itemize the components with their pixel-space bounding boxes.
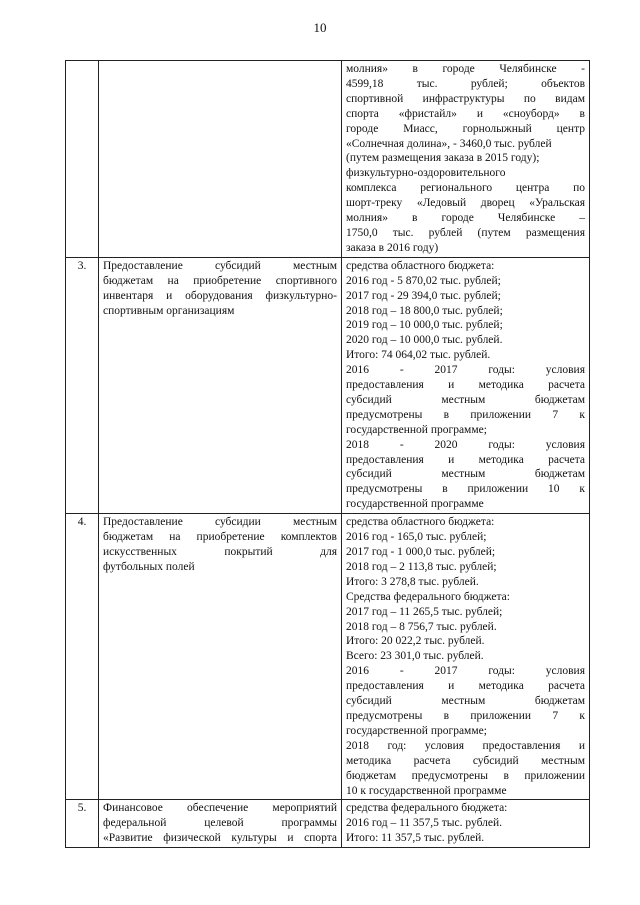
funding-text-line: «Солнечная долина», - 3460,0 тыс. рублей bbox=[346, 137, 552, 150]
funding-text-line: предусмотрены в приложении 7 к bbox=[346, 408, 585, 421]
funding-text-line: молния» в городе Челябинске - bbox=[346, 63, 585, 75]
funding-text-line: 4599,18 тыс. рублей; объектов bbox=[346, 77, 585, 90]
funding-text-line: 2016 - 2017 годы: условия bbox=[346, 665, 585, 678]
funding-text bbox=[342, 257, 590, 513]
funding-text-line: физкультурно-оздоровительного bbox=[346, 167, 506, 180]
measure-name-line: бюджетам на приобретение комплектов bbox=[103, 531, 337, 544]
funding-text-line: заказа в 2016 году) bbox=[346, 241, 439, 254]
funding-text-line: 2018 год – 8 756,7 тыс. рублей. bbox=[346, 620, 497, 633]
funding-text-line: Итого: 3 278,8 тыс. рублей. bbox=[346, 575, 479, 588]
funding-text-line: субсидий местным бюджетам bbox=[346, 695, 585, 708]
funding-text bbox=[342, 514, 590, 800]
funding-text-line: (путем размещения заказа в 2015 году); bbox=[346, 152, 540, 165]
funding-text-line: Средства федерального бюджета: bbox=[346, 590, 510, 603]
funding-text-line: 2018 - 2020 годы: условия bbox=[346, 438, 585, 451]
funding-text-line: предусмотрены в приложении 7 к bbox=[346, 709, 585, 722]
page-number: 10 bbox=[313, 20, 327, 35]
measure-name-line: «Развитие физической культуры и спорта bbox=[103, 832, 337, 845]
funding-text-line: Итого: 74 064,02 тыс. рублей. bbox=[346, 349, 491, 362]
funding-text-line: 2019 год – 10 000,0 тыс. рублей; bbox=[346, 319, 503, 332]
funding-text-line: субсидий местным бюджетам bbox=[346, 393, 585, 406]
funding-text-line: Итого: 20 022,2 тыс. рублей. bbox=[346, 635, 485, 648]
funding-text-line: предоставления и методика расчета bbox=[346, 680, 585, 693]
measure-name-line: искусственных покрытий для bbox=[103, 546, 337, 558]
funding-text-line: комплекса регионального центра по bbox=[346, 182, 585, 195]
measure-name bbox=[99, 514, 342, 800]
measure-name bbox=[99, 61, 342, 258]
funding-text-line: городе Миасс, горнолыжный центр bbox=[346, 122, 585, 135]
funding-text-line: субсидий местным бюджетам bbox=[346, 468, 585, 481]
funding-text-line: Всего: 23 301,0 тыс. рублей. bbox=[346, 650, 484, 663]
measure-name bbox=[99, 800, 342, 848]
measure-name-line: инвентаря и оборудования физкультурно- bbox=[103, 289, 337, 302]
measures-table bbox=[65, 60, 590, 848]
table-row bbox=[66, 800, 590, 848]
funding-text-line: 1750,0 тыс. рублей (путем размещения bbox=[346, 226, 585, 239]
table-row bbox=[66, 257, 590, 513]
measure-name-line: федеральной целевой программы bbox=[103, 817, 337, 830]
funding-text-line: предоставления и методика расчета bbox=[346, 379, 585, 392]
measure-name-line: Предоставление субсидии местным bbox=[103, 516, 337, 529]
table-row bbox=[66, 61, 590, 258]
row-number: 4. bbox=[66, 514, 99, 800]
funding-text-line: 2018 год – 18 800,0 тыс. рублей; bbox=[346, 304, 503, 317]
funding-text-line: средства областного бюджета: bbox=[346, 259, 495, 272]
funding-text-line: 2017 год - 29 394,0 тыс. рублей; bbox=[346, 289, 501, 302]
funding-text-line: государственной программе bbox=[346, 498, 484, 511]
funding-text-line: Итого: 11 357,5 тыс. рублей. bbox=[346, 832, 485, 845]
measure-name-line: Финансовое обеспечение мероприятий bbox=[103, 802, 337, 815]
funding-text-line: 2017 год - 1 000,0 тыс. рублей; bbox=[346, 546, 496, 558]
measure-name bbox=[99, 257, 342, 513]
measures-table-body bbox=[66, 61, 590, 848]
funding-text-line: государственной программе; bbox=[346, 724, 487, 737]
funding-text-line: спорта «фристайл» и «сноуборд» в bbox=[346, 107, 585, 120]
funding-text-line: 10 к государственной программе bbox=[346, 784, 507, 797]
funding-text-line: предоставления и методика расчета bbox=[346, 453, 585, 466]
funding-text-line: 2017 год – 11 265,5 тыс. рублей; bbox=[346, 605, 503, 618]
measure-name-line: бюджетам на приобретение спортивного bbox=[103, 274, 337, 287]
funding-text-line: 2016 - 2017 годы: условия bbox=[346, 364, 585, 377]
funding-text-line: средства федерального бюджета: bbox=[346, 802, 508, 815]
funding-text-line: 2020 год – 10 000,0 тыс. рублей. bbox=[346, 334, 503, 347]
measure-name-line: Предоставление субсидий местным bbox=[103, 259, 337, 272]
funding-text-line: 2018 год – 2 113,8 тыс. рублей; bbox=[346, 560, 497, 573]
funding-text-line: 2016 год – 11 357,5 тыс. рублей. bbox=[346, 817, 503, 830]
funding-text-line: молния» в городе Челябинске – bbox=[346, 212, 585, 225]
funding-text-line: государственной программе; bbox=[346, 423, 487, 436]
funding-text-line: 2018 год: условия предоставления и bbox=[346, 739, 585, 752]
funding-text bbox=[342, 61, 590, 258]
measure-name-line: футбольных полей bbox=[103, 560, 195, 573]
funding-text-line: методика расчета субсидий местным bbox=[346, 754, 585, 767]
row-number: 5. bbox=[66, 800, 99, 848]
funding-text bbox=[342, 800, 590, 848]
row-number: 3. bbox=[66, 257, 99, 513]
funding-text-line: шорт-треку «Ледовый дворец «Уральская bbox=[346, 197, 585, 210]
funding-text-line: 2016 год - 165,0 тыс. рублей; bbox=[346, 531, 487, 544]
funding-text-line: спортивной инфраструктуры по видам bbox=[346, 92, 585, 105]
funding-text-line: 2016 год - 5 870,02 тыс. рублей; bbox=[346, 274, 501, 287]
row-number bbox=[66, 61, 99, 258]
table-row bbox=[66, 514, 590, 800]
funding-text-line: средства областного бюджета: bbox=[346, 516, 495, 529]
funding-text-line: предусмотрены в приложении 10 к bbox=[346, 483, 585, 496]
funding-text-line: бюджетам предусмотрены в приложении bbox=[346, 769, 585, 782]
measure-name-line: спортивным организациям bbox=[103, 304, 235, 317]
